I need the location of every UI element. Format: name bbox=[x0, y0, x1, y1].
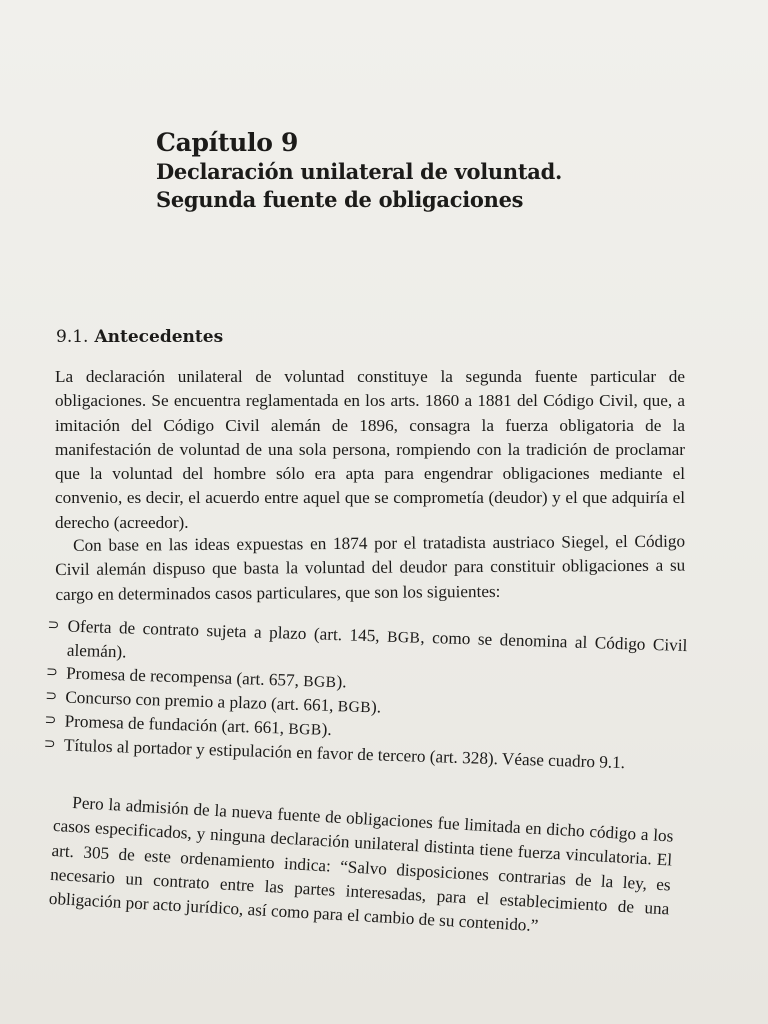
cases-list bbox=[44, 614, 688, 776]
paragraph-intro: La declaración unilateral de voluntad constituye la segunda fuente particular de obligaciones. Se encuentra reglamentada en los arts. 1860 a 1881 del Código Civil, que, a imitación del Código Civil alemán de 1896, consagra la fuerza obligatoria de la manifestación de voluntad de una sola persona, rompiendo con la tradición de proclamar que la voluntad del hombre sólo era apta para engendrar obligaciones mediante el convenio, es decir, el acuerdo entre aquel que se comprometía (deudor) y el que adquiría el derecho (acreedor). bbox=[55, 367, 685, 532]
chapter-number: Capítulo 9 bbox=[156, 128, 299, 157]
list-item: ⊃ Concurso con premio a plazo (art. 661, BGB). bbox=[45, 685, 685, 729]
list-item: ⊃ Promesa de recompensa (art. 657, BGB). bbox=[46, 661, 686, 705]
list-item: ⊃ Títulos al portador y estipulación en favor de tercero (art. 328). Véase cuadro 9.1. bbox=[44, 733, 684, 776]
bullet-icon: ⊃ bbox=[45, 688, 58, 705]
bullet-icon: ⊃ bbox=[43, 736, 56, 753]
chapter-header bbox=[156, 128, 716, 214]
list-item: ⊃ Oferta de contrato sujeta a plazo (art. 145, BGB, como se denomina al Código Civil alemán). bbox=[47, 614, 688, 681]
bullet-icon: ⊃ bbox=[47, 617, 60, 634]
paragraph-article-305: Pero la admisión de la nueva fuente de obligaciones fue limitada en dicho código a los casos especificados, y ninguna declaración unilateral distinta tiene fuerza vinculatoria. El art. 305 de este ordenamiento indica: “Salvo disposiciones contrarias de la ley, es necesario un contrato entre las partes interesadas, para el establecimiento de una obligación por acto jurídico, así como para el cambio de su contenido.” bbox=[48, 793, 674, 936]
paragraph-siegel: Con base en las ideas expuestas en 1874 por el tratadista austriaco Siegel, el Código Civil alemán dispuso que basta la voluntad del deudor para constituir obligaciones a su cargo en determinados casos particulares, que son los siguientes: bbox=[55, 531, 686, 604]
list-item: ⊃ Promesa de fundación (art. 661, BGB). bbox=[44, 709, 684, 753]
abbreviation: BGB bbox=[337, 698, 372, 717]
chapter-title-line-1: Declaración unilateral de voluntad. bbox=[156, 159, 562, 184]
section-title: Antecedentes bbox=[94, 327, 224, 347]
bullet-icon: ⊃ bbox=[45, 664, 59, 681]
bullet-icon: ⊃ bbox=[44, 712, 57, 729]
abbreviation: BGB bbox=[386, 628, 421, 647]
abbreviation: BGB bbox=[302, 673, 337, 692]
section-number: 9.1. bbox=[56, 327, 89, 347]
abbreviation: BGB bbox=[288, 720, 322, 739]
section-heading bbox=[56, 327, 223, 347]
chapter-title-line-2: Segunda fuente de obligaciones bbox=[156, 187, 524, 212]
